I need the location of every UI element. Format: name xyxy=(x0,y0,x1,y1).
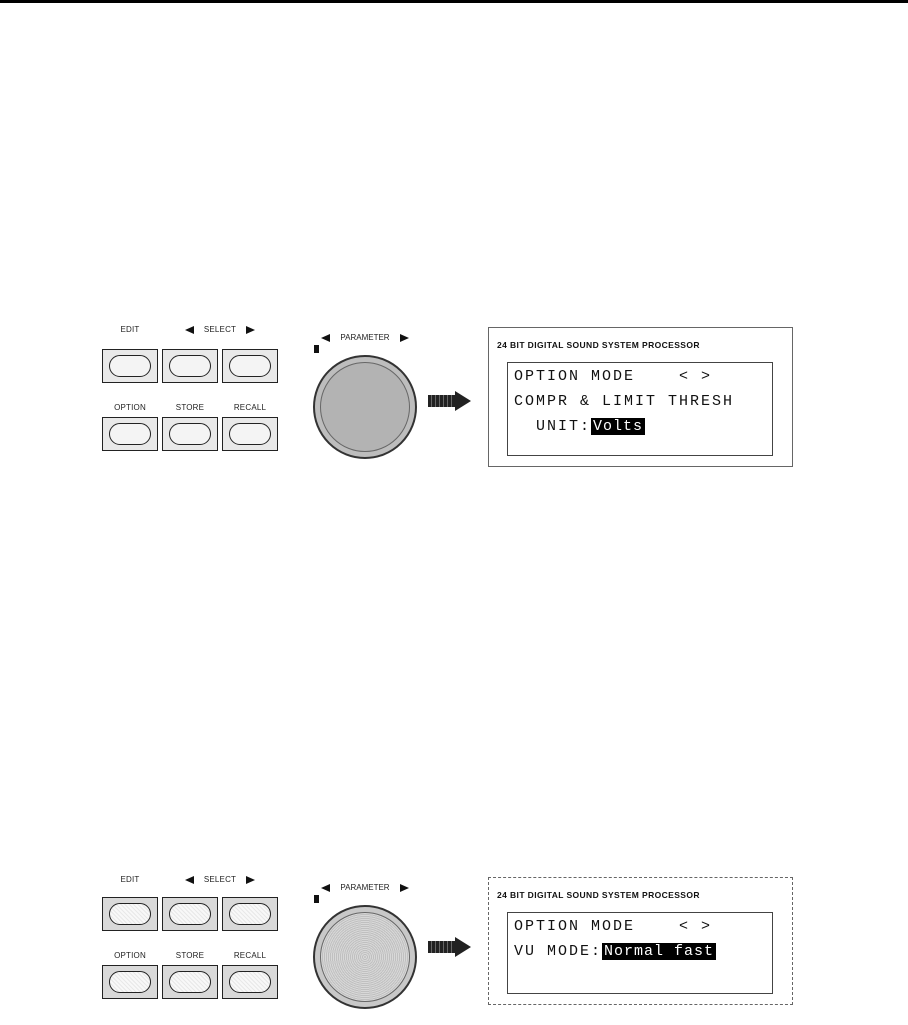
select-left-arrow-icon xyxy=(185,326,194,334)
parameter-label: PARAMETER xyxy=(305,883,425,892)
option-button[interactable] xyxy=(102,417,158,451)
vu-mode-value-highlight: Normal fast xyxy=(604,943,715,960)
select-label: SELECT xyxy=(160,875,280,884)
page-top-rule xyxy=(0,0,908,3)
parameter-knob-group xyxy=(305,875,425,1025)
keypad-bottom-labels xyxy=(100,951,285,963)
lock-icon xyxy=(314,345,319,353)
parameter-knob[interactable] xyxy=(313,905,417,1009)
unit-label: UNIT: xyxy=(514,418,592,435)
vu-mode-label: VU MODE: xyxy=(514,943,603,960)
recall-button[interactable] xyxy=(222,417,278,451)
lcd-screen xyxy=(507,362,773,456)
recall-button[interactable] xyxy=(222,965,278,999)
store-label: STORE xyxy=(175,951,205,960)
keypad-bottom-labels xyxy=(100,403,285,415)
lock-icon xyxy=(314,895,319,903)
recall-label: RECALL xyxy=(233,951,267,960)
select-right-arrow-icon xyxy=(246,876,255,884)
keypad-top-labels xyxy=(100,875,285,887)
select-left-button[interactable] xyxy=(162,897,218,931)
parameter-left-arrow-icon xyxy=(321,334,330,342)
keypad-top-labels xyxy=(100,325,285,337)
display-panel xyxy=(488,877,793,1005)
parameter-right-arrow-icon xyxy=(400,884,409,892)
lcd-line-3 xyxy=(514,418,645,435)
lcd-line-2: COMPR & LIMIT THRESH xyxy=(514,393,735,410)
store-label: STORE xyxy=(175,403,205,412)
option-label: OPTION xyxy=(114,403,146,412)
parameter-left-arrow-icon xyxy=(321,884,330,892)
select-left-button[interactable] xyxy=(162,349,218,383)
lcd-line-1: OPTION MODE < > xyxy=(514,368,713,385)
figure-thresh-unit xyxy=(100,325,800,475)
figure-vu-mode xyxy=(100,875,800,1010)
edit-label: EDIT xyxy=(120,875,140,884)
edit-button[interactable] xyxy=(102,349,158,383)
parameter-right-arrow-icon xyxy=(400,334,409,342)
unit-value-highlight: Volts xyxy=(593,418,644,435)
lcd-line-2 xyxy=(514,943,716,960)
lcd-line-1: OPTION MODE < > xyxy=(514,918,713,935)
store-button[interactable] xyxy=(162,417,218,451)
select-right-button[interactable] xyxy=(222,349,278,383)
panel-title: 24 BIT DIGITAL SOUND SYSTEM PROCESSOR xyxy=(497,340,700,350)
parameter-label: PARAMETER xyxy=(305,333,425,342)
option-button[interactable] xyxy=(102,965,158,999)
select-right-button[interactable] xyxy=(222,897,278,931)
recall-label: RECALL xyxy=(233,403,267,412)
edit-label: EDIT xyxy=(120,325,140,334)
parameter-knob[interactable] xyxy=(313,355,417,459)
parameter-knob-group xyxy=(305,325,425,475)
edit-button[interactable] xyxy=(102,897,158,931)
lcd-screen xyxy=(507,912,773,994)
select-right-arrow-icon xyxy=(246,326,255,334)
right-arrow-icon xyxy=(428,937,472,957)
option-label: OPTION xyxy=(114,951,146,960)
right-arrow-icon xyxy=(428,391,472,411)
store-button[interactable] xyxy=(162,965,218,999)
select-left-arrow-icon xyxy=(185,876,194,884)
select-label: SELECT xyxy=(160,325,280,334)
panel-title: 24 BIT DIGITAL SOUND SYSTEM PROCESSOR xyxy=(497,890,700,900)
display-panel xyxy=(488,327,793,467)
